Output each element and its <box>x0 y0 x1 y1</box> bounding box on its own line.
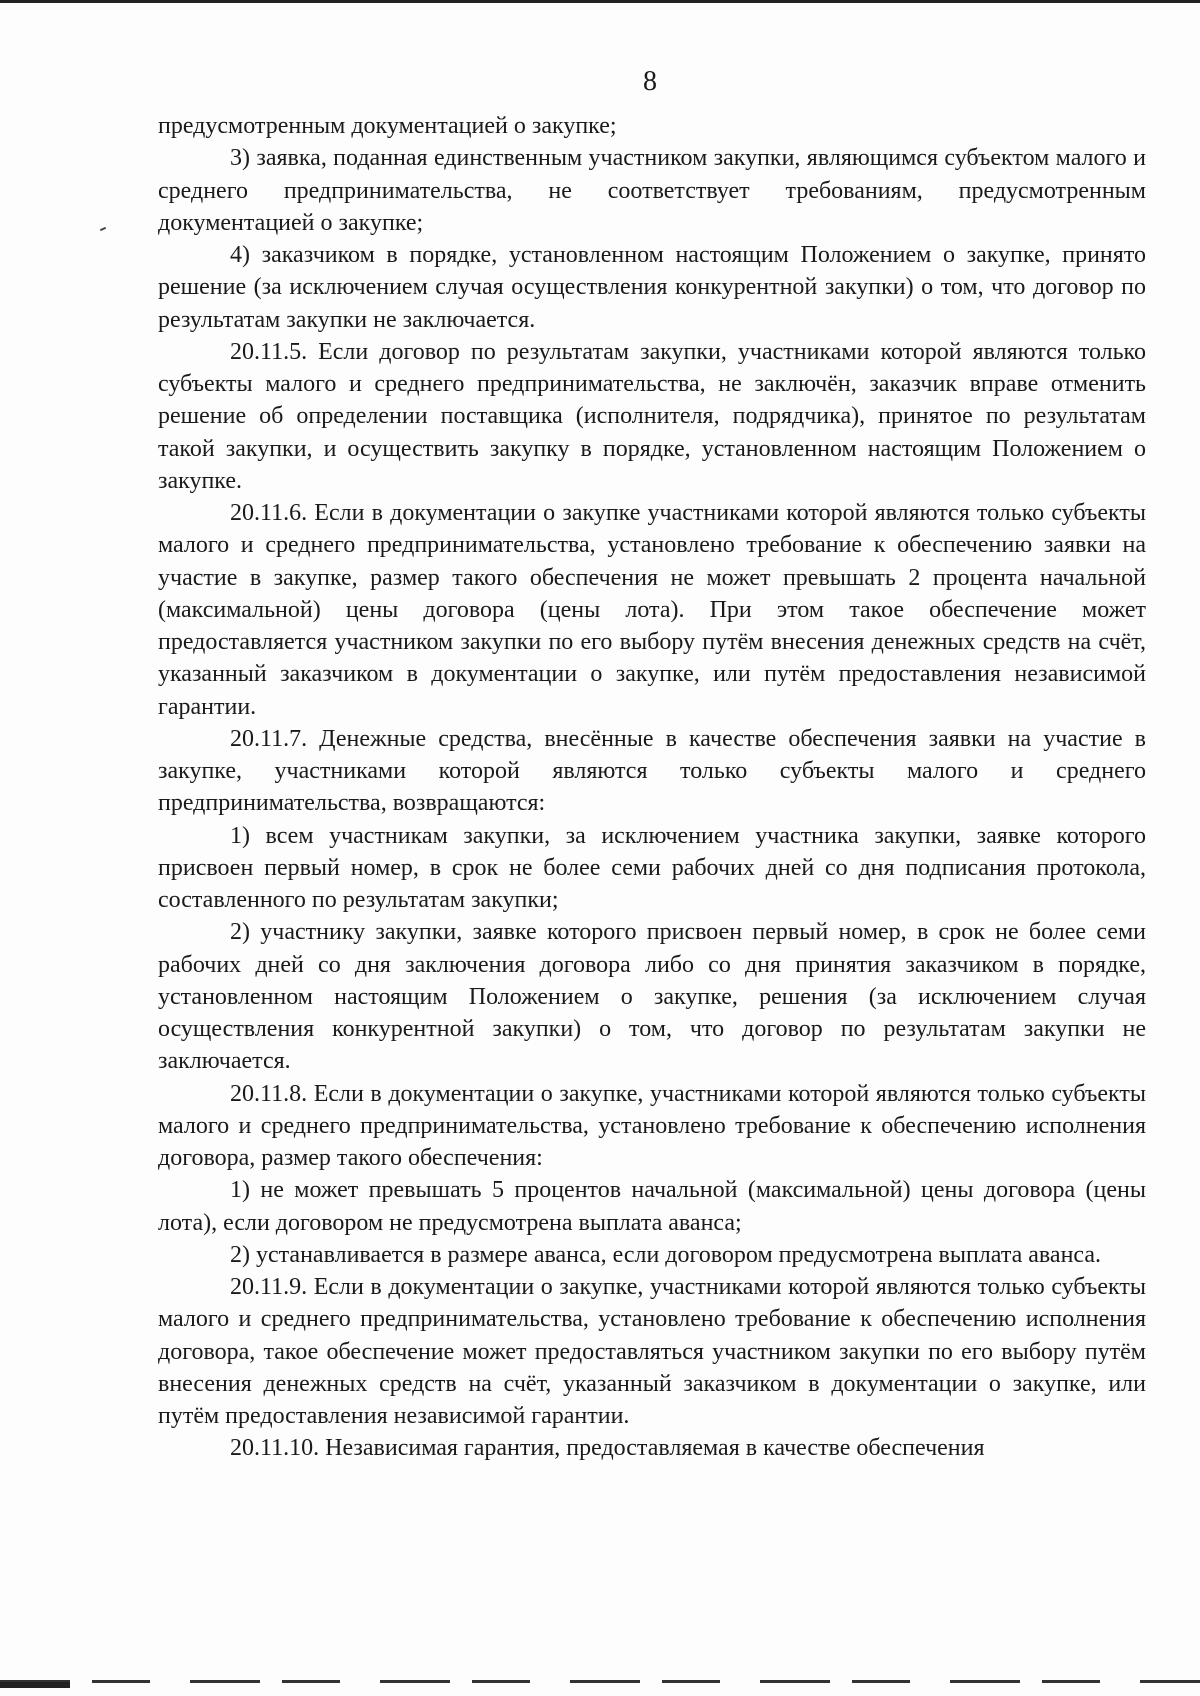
scan-margin-mark <box>100 227 106 231</box>
paragraph-item-3: 3) заявка, поданная единственным участником закупки, являющимся субъектом малого и среднего предпринимательства, не соответствует требованиям, предусмотренным документацией о закупке; <box>158 145 1146 236</box>
paragraph-20-11-7-item-2: 2) участнику закупки, заявке которого присвоен первый номер, в срок не более семи рабочих дней со дня заключения договора либо со дня принятия заказчиком в порядке, установленном настоящим Положением о закупке, решения (за исключением случая осуществления конкурентной закупки) о том, что договор по результатам закупки не заключается. <box>158 919 1146 1075</box>
paragraph-20-11-8-item-2: 2) устанавливается в размере аванса, если договором предусмотрена выплата аванса. <box>230 1241 1102 1268</box>
document-body <box>158 110 1146 1465</box>
scan-bottom-left-mark <box>0 1682 70 1688</box>
scan-bottom-edge <box>0 1680 1200 1683</box>
paragraph-20-11-10: 20.11.10. Независимая гарантия, предоставляемая в качестве обеспечения <box>230 1435 985 1462</box>
paragraph-continuation: предусмотренным документацией о закупке; <box>158 113 617 139</box>
paragraph-20-11-7-item-1: 1) всем участникам закупки, за исключением участника закупки, заявке которого присвоен первый номер, в срок не более семи рабочих дней со дня подписания протокола, составленного по результатам закупки; <box>158 822 1146 913</box>
page-number: 8 <box>643 66 657 97</box>
scan-top-edge <box>0 0 1200 3</box>
paragraph-20-11-7: 20.11.7. Денежные средства, внесённые в качестве обеспечения заявки на участие в закупке, участниками которой являются только субъекты малого и среднего предпринимательства, возвращаются: <box>158 725 1146 817</box>
paragraph-20-11-6: 20.11.6. Если в документации о закупке участниками которой являются только субъекты малого и среднего предпринимательства, установлено требование к обеспечению заявки на участие в закупке, размер такого обеспечения не может превышать 2 процента начальной (максимальной) цены договора (цены лота). При этом такое обеспечение может предоставляется участником закупки по его выбору путём внесения денежных средств на счёт, указанный заказчиком в документации о закупке, или путём предоставления независимой гарантии. <box>158 500 1146 720</box>
paragraph-20-11-9: 20.11.9. Если в документации о закупке, участниками которой являются только субъекты малого и среднего предпринимательства, установлено требование к обеспечению исполнения договора, такое обеспечение может предоставляться участником закупки по его выбору путём внесения денежных средств на счёт, указанный заказчиком в документации о закупке, или путём предоставления независимой гарантии. <box>158 1274 1146 1429</box>
paragraph-item-4: 4) заказчиком в порядке, установленном настоящим Положением о закупке, принято решение (за исключением случая осуществления конкурентной закупки) о том, что договор по результатам закупки не заключается. <box>158 242 1146 333</box>
paragraph-20-11-5: 20.11.5. Если договор по результатам закупки, участниками которой являются только субъекты малого и среднего предпринимательства, не заключён, заказчик вправе отменить решение об определении поставщика (исполнителя, подрядчика), принятое по результатам такой закупки, и осуществить закупку в порядке, установленном настоящим Положением о закупке. <box>158 338 1146 494</box>
paragraph-20-11-8: 20.11.8. Если в документации о закупке, участниками которой являются только субъекты малого и среднего предпринимательства, установлено требование к обеспечению исполнения договора, размер такого обеспечения: <box>158 1080 1146 1171</box>
paragraph-20-11-8-item-1: 1) не может превышать 5 процентов начальной (максимальной) цены договора (цены лота), если договором не предусмотрена выплата аванса; <box>158 1177 1146 1236</box>
